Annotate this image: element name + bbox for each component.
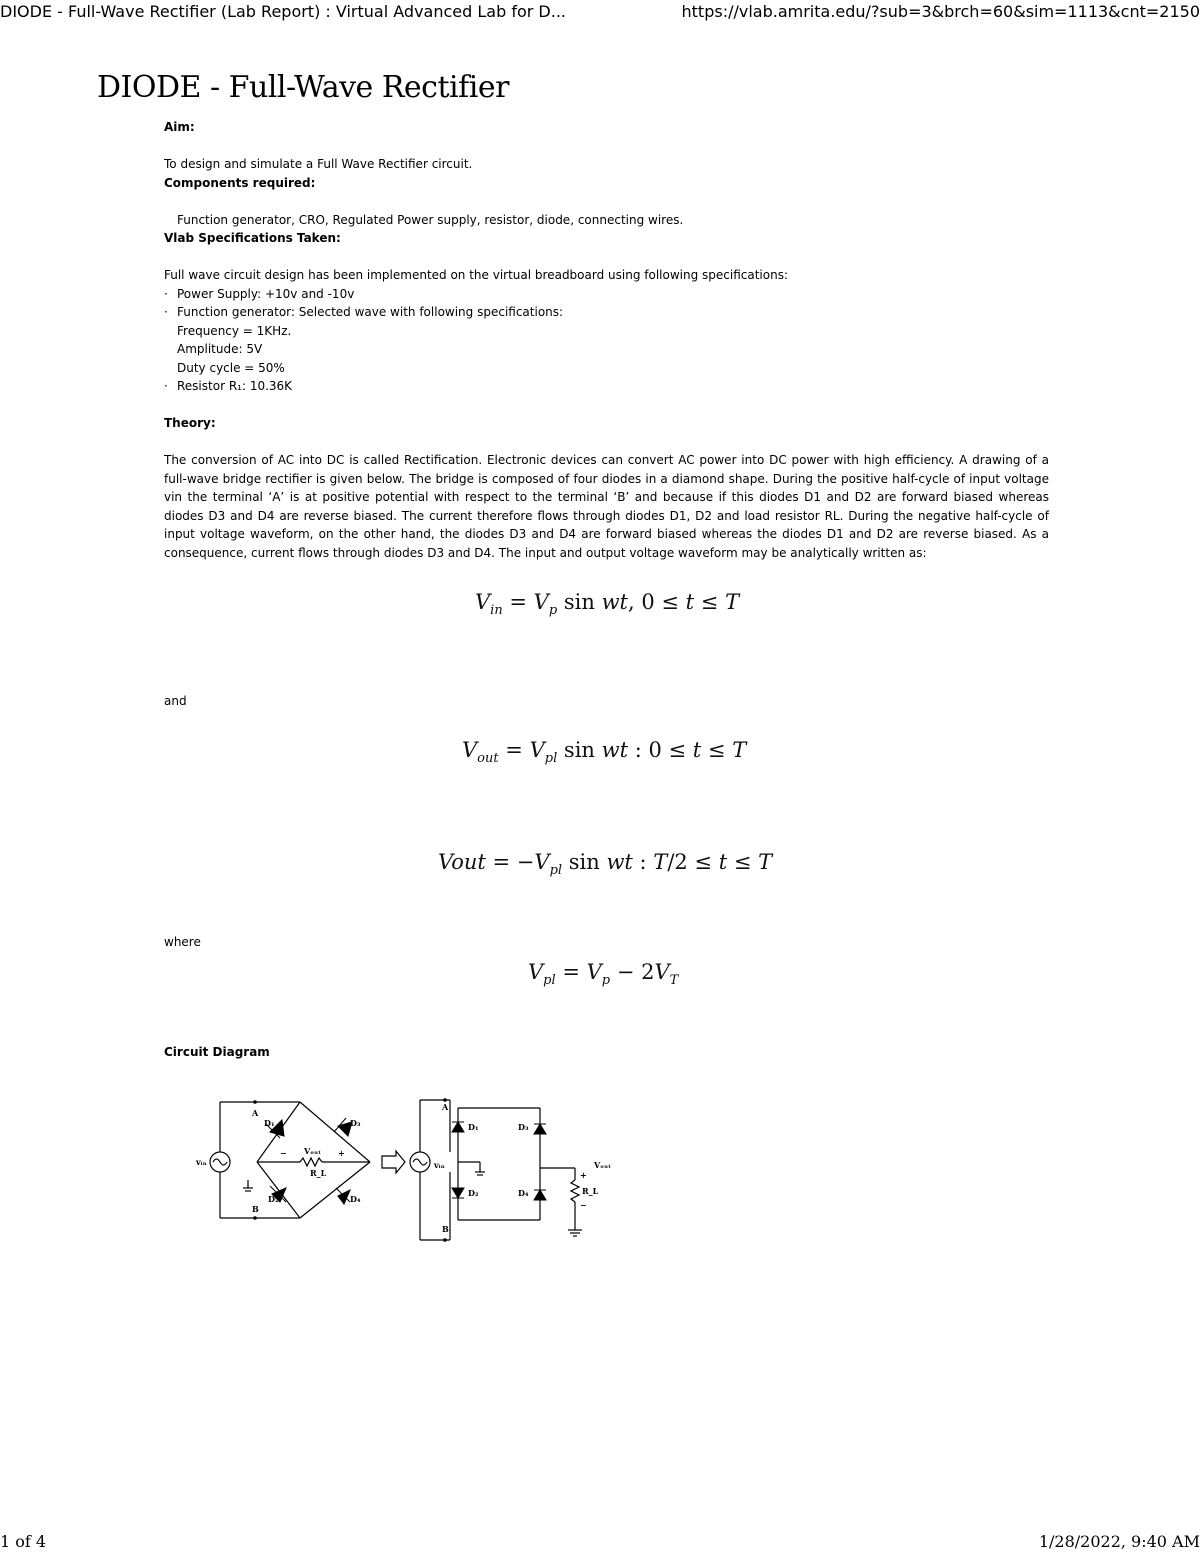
vout-label-right: Vₒᵤₜ	[594, 1160, 612, 1170]
terminal-a-label: A	[252, 1108, 259, 1118]
diode-d1-label-right: D₁	[468, 1122, 479, 1132]
diode-d4-label: D₄	[350, 1194, 361, 1204]
diode-d2-label-right: D₂	[468, 1188, 479, 1198]
print-datetime: 1/28/2022, 9:40 AM	[1038, 1532, 1200, 1551]
vin-label-right: vᵢₙ	[434, 1160, 445, 1170]
rl-label: R_L	[310, 1168, 327, 1178]
page-title: DIODE - Full-Wave Rectifier	[97, 70, 509, 105]
terminal-a-label-right: A	[442, 1102, 449, 1112]
equation-vpl: $V_{pl} = V_p - 2V_T$	[528, 960, 679, 989]
list-item: · Power Supply: +10v and -10v	[164, 285, 1049, 304]
function-generator-details	[164, 322, 1049, 378]
and-label: and	[164, 694, 187, 708]
plus-label-right: +	[580, 1170, 587, 1180]
aim-text: To design and simulate a Full Wave Rectifier circuit.	[164, 157, 473, 171]
aim-heading: Aim:	[164, 120, 195, 134]
diode-d1-label: D₁	[264, 1118, 275, 1128]
equation-vout-negative: Vout = $-V_{pl}$ sin wt : T/2 ≤ t ≤ T	[438, 850, 773, 879]
diode-d2-label: D₂	[268, 1194, 279, 1204]
equation-vin: $V_{in} = V_p$ sin wt, 0 ≤ t ≤ T	[475, 590, 740, 619]
page-url[interactable]: https://vlab.amrita.edu/?sub=3&brch=60&sim=1113&cnt=2150	[681, 2, 1200, 21]
theory-text: The conversion of AC into DC is called Rectification. Electronic devices can convert AC power into DC power with high efficiency. A drawing of a full-wave bridge rectifier is given below. The bridge is composed of four diodes in a diamond shape. During the positive half-cycle of input voltage vin the terminal ‘A’ is at positive potential with respect to the terminal ‘B’ and because if this diodes D1 and D2 are forward biased whereas diodes D3 and D4 are reverse biased. The current therefore flows through diodes D1, D2 and load resistor RL. During the negative half-cycle of input voltage waveform, on the other hand, the diodes D3 and D4 are forward biased whereas the diodes D1 and D2 are reverse biased. As a consequence, current flows through diodes D3 and D4. The input and output voltage waveform may be analytically written as:	[164, 453, 1049, 560]
vin-label: vᵢₙ	[196, 1157, 207, 1167]
diode-d4-label-right: D₄	[518, 1188, 529, 1198]
diode-d3-label: D₃	[350, 1118, 361, 1128]
specs-heading: Vlab Specifications Taken:	[164, 231, 341, 245]
amplitude-spec: Amplitude: 5V	[177, 342, 263, 356]
terminal-b-label: B	[252, 1204, 259, 1214]
equation-vout-positive: $V_{out} = V_{pl}$ sin wt : 0 ≤ t ≤ T	[462, 738, 747, 767]
where-label: where	[164, 935, 201, 949]
components-heading: Components required:	[164, 175, 316, 190]
components-text: Function generator, CRO, Regulated Power supply, resistor, diode, connecting wires.	[177, 212, 684, 227]
plus-label: +	[338, 1148, 345, 1158]
page-counter: 1 of 4	[0, 1532, 47, 1551]
diode-d3-label-right: D₃	[518, 1122, 529, 1132]
duty-cycle-spec: Duty cycle = 50%	[177, 360, 285, 375]
browser-tab-title: DIODE - Full-Wave Rectifier (Lab Report) : Virtual Advanced Lab for D...	[0, 2, 566, 21]
list-item: · Function generator: Selected wave with following specifications:	[164, 303, 1049, 322]
circuit-diagram	[190, 1090, 620, 1254]
theory-heading: Theory:	[164, 416, 216, 430]
report-body	[164, 118, 1049, 562]
terminal-b-label-right: B	[442, 1224, 449, 1234]
specs-list	[164, 285, 1049, 322]
minus-label: −	[280, 1148, 287, 1158]
bridge-rectifier-schematic	[190, 1090, 620, 1250]
specs-intro: Full wave circuit design has been implemented on the virtual breadboard using following specifications:	[164, 268, 788, 282]
minus-label-right: −	[580, 1200, 587, 1210]
vout-label: Vₒᵤₜ	[304, 1146, 322, 1156]
rl-label-right: R_L	[582, 1186, 599, 1196]
circuit-diagram-heading: Circuit Diagram	[164, 1045, 270, 1059]
resistor-spec: · Resistor R₁: 10.36K	[164, 377, 1049, 396]
frequency-spec: Frequency = 1KHz.	[177, 323, 292, 338]
